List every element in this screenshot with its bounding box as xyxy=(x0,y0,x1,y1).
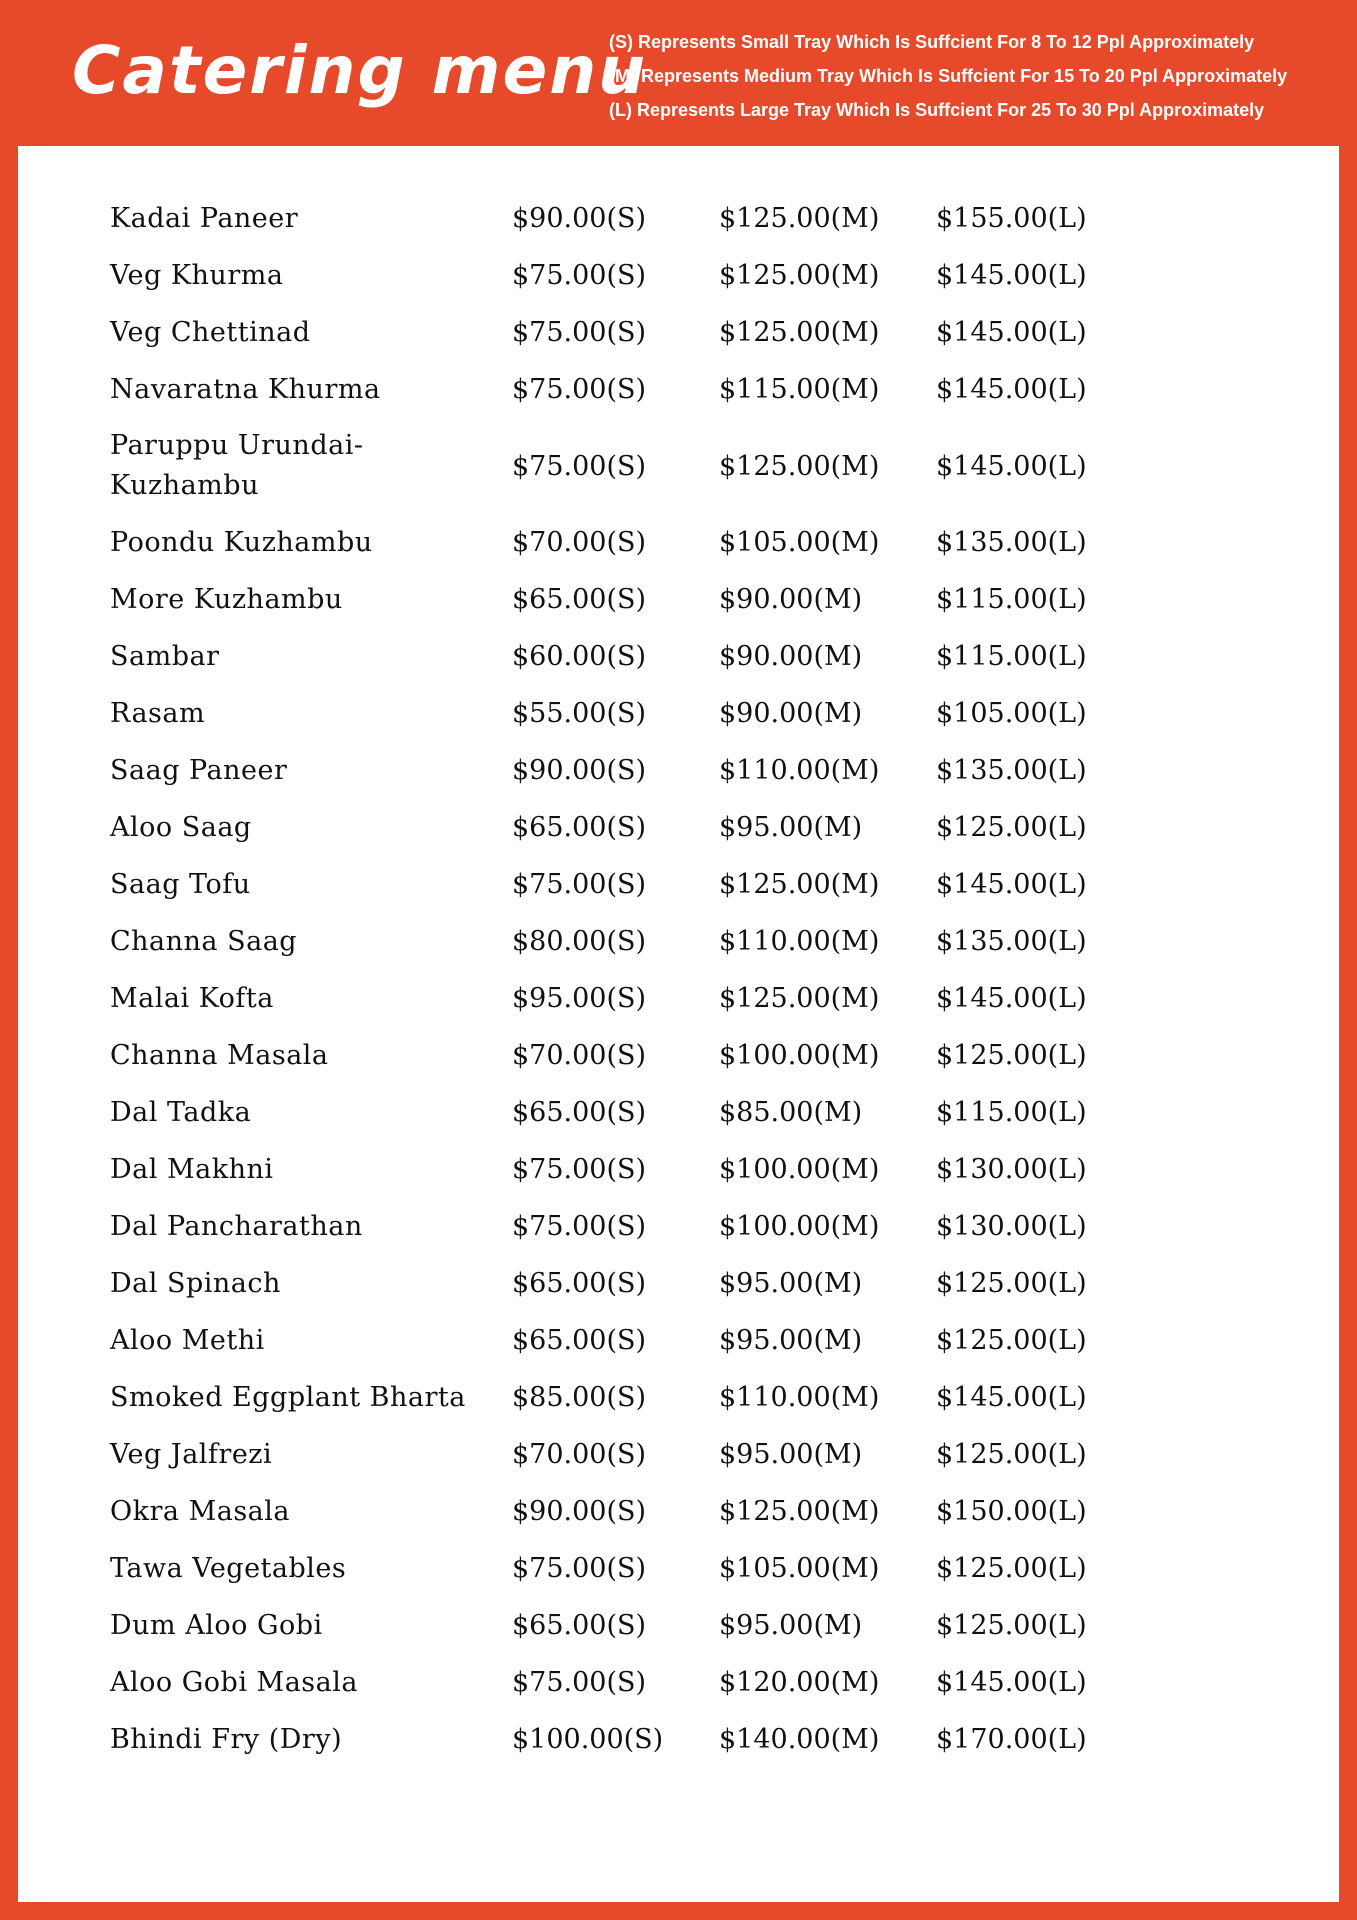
menu-item xyxy=(110,799,1210,856)
price-medium: $120.00(M) xyxy=(719,1667,880,1698)
menu-item xyxy=(110,1027,1210,1084)
price-medium: $140.00(M) xyxy=(719,1724,880,1755)
price-medium: $95.00(M) xyxy=(719,1268,863,1299)
tray-note-medium: (M) Represents Medium Tray Which Is Suffcient For 15 To 20 Ppl Approximately xyxy=(609,66,1288,86)
price-large: $145.00(L) xyxy=(936,1667,1087,1698)
price-large: $115.00(L) xyxy=(936,641,1087,672)
price-small: $75.00(S) xyxy=(512,450,647,482)
item-name: Malai Kofta xyxy=(110,982,274,1014)
price-small: $60.00(S) xyxy=(512,641,647,672)
price-small: $75.00(S) xyxy=(512,869,647,900)
price-large: $170.00(L) xyxy=(936,1724,1087,1755)
price-small: $95.00(S) xyxy=(512,983,647,1014)
price-small: $65.00(S) xyxy=(512,1610,647,1641)
price-large: $125.00(L) xyxy=(936,1325,1087,1356)
item-name: Navaratna Khurma xyxy=(110,373,381,405)
item-name: Aloo Gobi Masala xyxy=(110,1666,358,1698)
item-name: Channa Saag xyxy=(110,925,298,957)
price-large: $125.00(L) xyxy=(936,812,1087,843)
price-small: $65.00(S) xyxy=(512,1097,647,1128)
price-small: $65.00(S) xyxy=(512,1268,647,1299)
price-medium: $125.00(M) xyxy=(719,260,880,291)
item-name: Veg Khurma xyxy=(110,259,284,291)
price-small: $75.00(S) xyxy=(512,1211,647,1242)
price-medium: $125.00(M) xyxy=(719,1496,880,1527)
item-name: Aloo Methi xyxy=(110,1324,265,1356)
menu-item xyxy=(110,628,1210,685)
price-large: $105.00(L) xyxy=(936,698,1087,729)
header-banner xyxy=(0,0,1357,146)
price-large: $125.00(L) xyxy=(936,1439,1087,1470)
price-medium: $115.00(M) xyxy=(719,374,880,405)
price-small: $75.00(S) xyxy=(512,260,647,291)
item-name: Saag Paneer xyxy=(110,754,288,786)
price-medium: $125.00(M) xyxy=(719,450,880,482)
item-name: Smoked Eggplant Bharta xyxy=(110,1381,466,1413)
item-name: Veg Chettinad xyxy=(110,316,311,348)
menu-item xyxy=(110,1198,1210,1255)
menu-item xyxy=(110,1540,1210,1597)
item-name: Aloo Saag xyxy=(110,811,252,843)
page-title: Catering menu xyxy=(72,32,648,109)
menu-item xyxy=(110,970,1210,1027)
price-small: $75.00(S) xyxy=(512,1553,647,1584)
price-large: $115.00(L) xyxy=(936,584,1087,615)
price-medium: $125.00(M) xyxy=(719,869,880,900)
price-large: $145.00(L) xyxy=(936,1382,1087,1413)
menu-item xyxy=(110,190,1210,247)
menu-list xyxy=(110,190,1210,1768)
menu-item xyxy=(110,856,1210,913)
price-medium: $95.00(M) xyxy=(719,1325,863,1356)
price-medium: $90.00(M) xyxy=(719,698,863,729)
item-name: Dal Pancharathan xyxy=(110,1210,363,1242)
item-name: Rasam xyxy=(110,697,206,729)
price-small: $55.00(S) xyxy=(512,698,647,729)
menu-item xyxy=(110,514,1210,571)
price-medium: $125.00(M) xyxy=(719,983,880,1014)
price-large: $135.00(L) xyxy=(936,755,1087,786)
menu-item xyxy=(110,1369,1210,1426)
menu-item xyxy=(110,361,1210,418)
price-small: $65.00(S) xyxy=(512,1325,647,1356)
price-small: $70.00(S) xyxy=(512,527,647,558)
price-large: $125.00(L) xyxy=(936,1040,1087,1071)
menu-panel xyxy=(18,146,1339,1902)
menu-item xyxy=(110,1597,1210,1654)
price-large: $145.00(L) xyxy=(936,260,1087,291)
tray-size-notes xyxy=(609,25,1329,127)
menu-item xyxy=(110,742,1210,799)
item-name: Tawa Vegetables xyxy=(110,1552,347,1584)
price-large: $145.00(L) xyxy=(936,983,1087,1014)
menu-item xyxy=(110,1654,1210,1711)
price-large: $130.00(L) xyxy=(936,1154,1087,1185)
tray-note-small: (S) Represents Small Tray Which Is Suffcient For 8 To 12 Ppl Approximately xyxy=(609,32,1255,52)
item-name: Kadai Paneer xyxy=(110,202,299,234)
item-name: Dum Aloo Gobi xyxy=(110,1609,323,1641)
menu-item xyxy=(110,685,1210,742)
price-small: $90.00(S) xyxy=(512,203,647,234)
price-medium: $85.00(M) xyxy=(719,1097,863,1128)
item-name: Bhindi Fry (Dry) xyxy=(110,1723,343,1755)
item-name: Saag Tofu xyxy=(110,868,251,900)
price-medium: $110.00(M) xyxy=(719,1382,880,1413)
tray-note-large: (L) Represents Large Tray Which Is Suffcient For 25 To 30 Ppl Approximately xyxy=(609,100,1265,120)
item-name: Channa Masala xyxy=(110,1039,329,1071)
item-name: Sambar xyxy=(110,640,220,672)
item-name: Dal Tadka xyxy=(110,1096,252,1128)
price-medium: $100.00(M) xyxy=(719,1154,880,1185)
price-small: $75.00(S) xyxy=(512,1154,647,1185)
price-small: $65.00(S) xyxy=(512,812,647,843)
menu-item xyxy=(110,1483,1210,1540)
price-small: $70.00(S) xyxy=(512,1439,647,1470)
price-large: $135.00(L) xyxy=(936,527,1087,558)
price-large: $135.00(L) xyxy=(936,926,1087,957)
price-medium: $105.00(M) xyxy=(719,1553,880,1584)
price-small: $85.00(S) xyxy=(512,1382,647,1413)
price-small: $75.00(S) xyxy=(512,1667,647,1698)
price-large: $115.00(L) xyxy=(936,1097,1087,1128)
menu-item xyxy=(110,304,1210,361)
price-medium: $95.00(M) xyxy=(719,1610,863,1641)
price-medium: $100.00(M) xyxy=(719,1211,880,1242)
menu-item xyxy=(110,913,1210,970)
price-small: $65.00(S) xyxy=(512,584,647,615)
price-large: $145.00(L) xyxy=(936,317,1087,348)
menu-item xyxy=(110,247,1210,304)
price-small: $70.00(S) xyxy=(512,1040,647,1071)
price-large: $155.00(L) xyxy=(936,203,1087,234)
price-medium: $125.00(M) xyxy=(719,203,880,234)
price-small: $80.00(S) xyxy=(512,926,647,957)
price-medium: $90.00(M) xyxy=(719,584,863,615)
item-name: Dal Makhni xyxy=(110,1153,274,1185)
menu-item xyxy=(110,1141,1210,1198)
item-name: Paruppu Urundai-Kuzhambu xyxy=(110,430,364,501)
price-medium: $110.00(M) xyxy=(719,926,880,957)
item-name: Veg Jalfrezi xyxy=(110,1438,273,1470)
item-name: Okra Masala xyxy=(110,1495,291,1527)
price-large: $150.00(L) xyxy=(936,1496,1087,1527)
item-name: Poondu Kuzhambu xyxy=(110,526,373,558)
price-medium: $95.00(M) xyxy=(719,1439,863,1470)
menu-item xyxy=(110,418,1210,514)
menu-item xyxy=(110,1084,1210,1141)
price-medium: $105.00(M) xyxy=(719,527,880,558)
price-large: $145.00(L) xyxy=(936,374,1087,405)
item-name: Dal Spinach xyxy=(110,1267,281,1299)
price-large: $125.00(L) xyxy=(936,1268,1087,1299)
price-large: $145.00(L) xyxy=(936,450,1087,482)
price-small: $90.00(S) xyxy=(512,1496,647,1527)
price-small: $75.00(S) xyxy=(512,317,647,348)
item-name: More Kuzhambu xyxy=(110,583,343,615)
menu-item xyxy=(110,1711,1210,1768)
price-small: $75.00(S) xyxy=(512,374,647,405)
price-medium: $90.00(M) xyxy=(719,641,863,672)
price-large: $125.00(L) xyxy=(936,1553,1087,1584)
menu-item xyxy=(110,1255,1210,1312)
price-small: $90.00(S) xyxy=(512,755,647,786)
price-medium: $95.00(M) xyxy=(719,812,863,843)
price-medium: $110.00(M) xyxy=(719,755,880,786)
price-medium: $100.00(M) xyxy=(719,1040,880,1071)
price-medium: $125.00(M) xyxy=(719,317,880,348)
menu-item xyxy=(110,1426,1210,1483)
price-large: $125.00(L) xyxy=(936,1610,1087,1641)
price-large: $130.00(L) xyxy=(936,1211,1087,1242)
price-small: $100.00(S) xyxy=(512,1724,664,1755)
menu-item xyxy=(110,571,1210,628)
price-large: $145.00(L) xyxy=(936,869,1087,900)
menu-item xyxy=(110,1312,1210,1369)
